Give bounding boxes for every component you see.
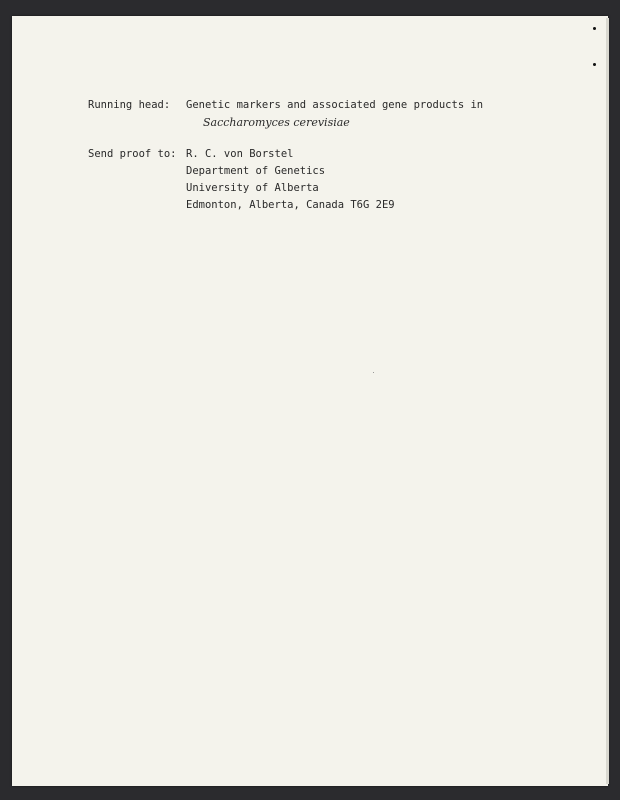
page-edge xyxy=(606,18,609,784)
binder-hole-mark xyxy=(593,63,596,66)
paper-speck xyxy=(373,372,374,373)
address-department: Department of Genetics xyxy=(186,165,326,177)
running-head-text: Genetic markers and associated gene products in xyxy=(186,99,484,111)
address-university: University of Alberta xyxy=(186,182,319,194)
send-proof-label: Send proof to: xyxy=(88,148,177,160)
running-head-label: Running head: xyxy=(88,99,171,111)
running-head-species: Saccharomyces cerevisiae xyxy=(203,116,350,129)
address-city: Edmonton, Alberta, Canada T6G 2E9 xyxy=(186,199,395,211)
binder-hole-mark xyxy=(593,27,596,30)
document-page xyxy=(12,16,608,786)
address-name: R. C. von Borstel xyxy=(186,148,294,160)
